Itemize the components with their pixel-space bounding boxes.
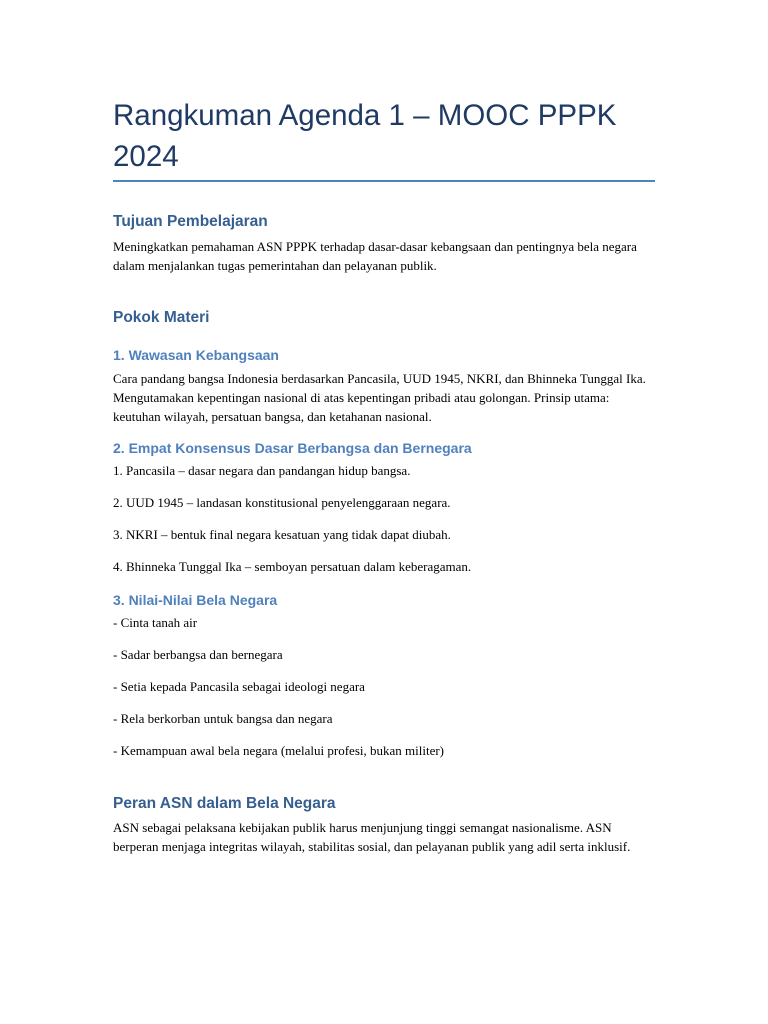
document-title: Rangkuman Agenda 1 – MOOC PPPK 2024 bbox=[113, 99, 617, 173]
list-item-konsensus: 4. Bhinneka Tunggal Ika – semboyan persatuan dalam keberagaman. bbox=[113, 559, 472, 574]
paragraph-wawasan: Cara pandang bangsa Indonesia berdasarkan Pancasila, UUD 1945, NKRI, dan Bhinneka Tunggal Ika. Mengutamakan kepentingan nasional di atas kepentingan pribadi atau golongan. Prinsip utama: keutuhan wilayah, persatuan bangsa, dan ketahanan nasional. bbox=[113, 371, 646, 424]
paragraph-peran: ASN sebagai pelaksana kebijakan publik harus menjunjung tinggi semangat nasionalisme. ASN berperan menjaga integritas wilayah, stabilitas sosial, dan pelayanan publik yang adil serta inklusif. bbox=[113, 820, 631, 854]
list-item-konsensus: 1. Pancasila – dasar negara dan pandangan hidup bangsa. bbox=[113, 463, 411, 478]
list-item-nilai: - Sadar berbangsa dan bernegara bbox=[113, 647, 283, 662]
list-item-konsensus: 2. UUD 1945 – landasan konstitusional penyelenggaraan negara. bbox=[113, 495, 451, 510]
title-underline bbox=[113, 180, 655, 182]
list-item-konsensus: 3. NKRI – bentuk final negara kesatuan yang tidak dapat diubah. bbox=[113, 527, 451, 542]
heading-empat-konsensus: 2. Empat Konsensus Dasar Berbangsa dan Bernegara bbox=[113, 440, 472, 456]
list-item-nilai: - Setia kepada Pancasila sebagai ideologi negara bbox=[113, 679, 365, 694]
list-item-nilai: - Cinta tanah air bbox=[113, 615, 198, 630]
heading-tujuan-pembelajaran: Tujuan Pembelajaran bbox=[113, 213, 268, 230]
heading-nilai-bela-negara: 3. Nilai-Nilai Bela Negara bbox=[113, 592, 278, 608]
list-item-nilai: - Rela berkorban untuk bangsa dan negara bbox=[113, 711, 333, 726]
heading-wawasan-kebangsaan: 1. Wawasan Kebangsaan bbox=[113, 347, 279, 363]
heading-pokok-materi: Pokok Materi bbox=[113, 309, 210, 326]
list-item-nilai: - Kemampuan awal bela negara (melalui profesi, bukan militer) bbox=[113, 743, 445, 758]
paragraph-tujuan: Meningkatkan pemahaman ASN PPPK terhadap dasar-dasar kebangsaan dan pentingnya bela negara dalam menjalankan tugas pemerintahan dan pelayanan publik. bbox=[113, 239, 637, 273]
heading-peran-asn: Peran ASN dalam Bela Negara bbox=[113, 795, 336, 812]
